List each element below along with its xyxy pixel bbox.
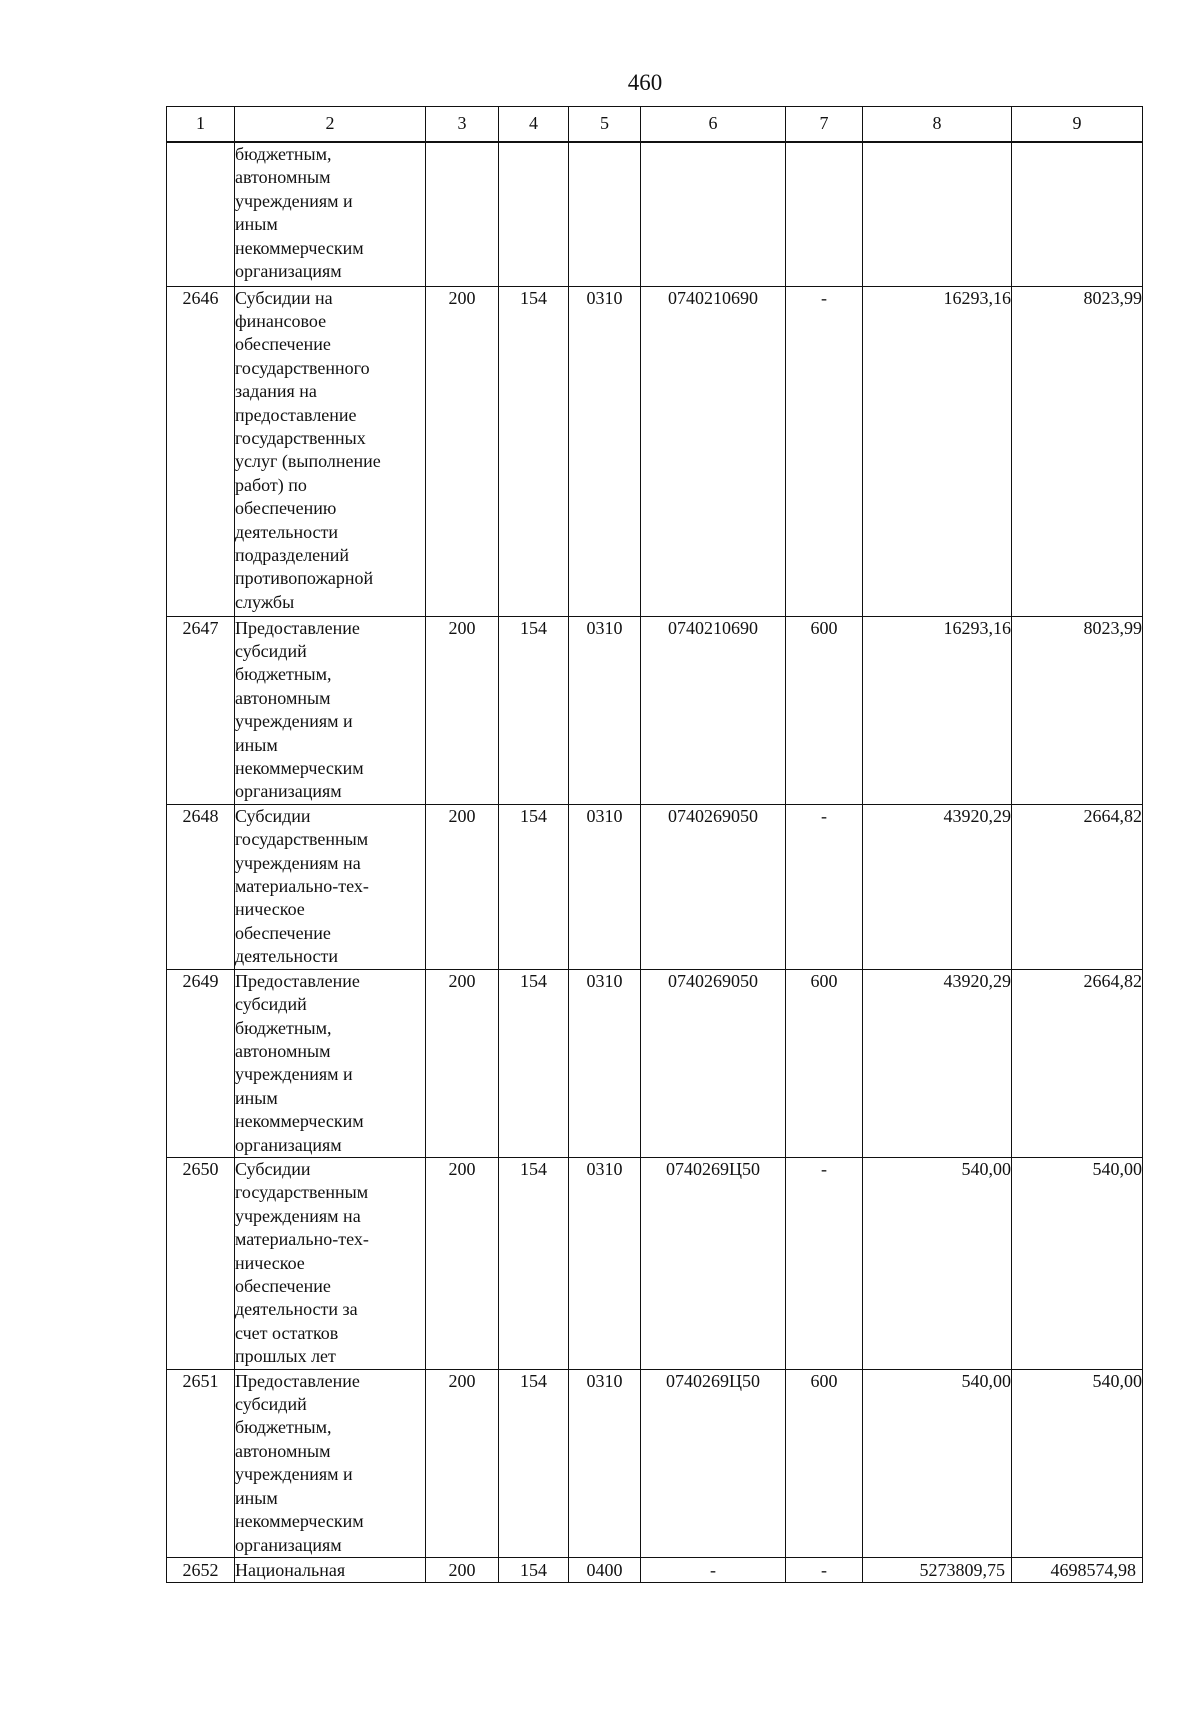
- row-name-cell: Субсидии государственным учреждениям на материально-тех- ническое обеспечение деятельности: [235, 804, 426, 969]
- row-number-cell: [167, 142, 235, 286]
- cell-col8: 43920,29: [863, 969, 1012, 1157]
- cell-col5: 0310: [569, 1369, 641, 1557]
- cell-col8: 43920,29: [863, 804, 1012, 969]
- row-number-cell: 2650: [167, 1158, 235, 1370]
- budget-table: [166, 106, 1143, 1583]
- cell-col3: 200: [426, 1158, 499, 1370]
- cell-col9: 2664,82: [1012, 804, 1143, 969]
- cell-col3: 200: [426, 616, 499, 804]
- cell-col8: 540,00: [863, 1158, 1012, 1370]
- cell-col5: 0400: [569, 1557, 641, 1582]
- table-row: [167, 1369, 1143, 1557]
- cell-col5: 0310: [569, 804, 641, 969]
- table-row: [167, 1557, 1143, 1582]
- column-header: 9: [1012, 107, 1143, 143]
- column-header: 4: [499, 107, 569, 143]
- table-row: [167, 142, 1143, 286]
- row-number-cell: 2649: [167, 969, 235, 1157]
- column-header: 8: [863, 107, 1012, 143]
- cell-col8: 16293,16: [863, 286, 1012, 616]
- cell-col6: 0740269Ц50: [641, 1369, 786, 1557]
- row-number-cell: 2652: [167, 1557, 235, 1582]
- cell-col6: 0740269050: [641, 804, 786, 969]
- cell-col4: 154: [499, 1158, 569, 1370]
- cell-col9: 540,00: [1012, 1369, 1143, 1557]
- cell-col8: [863, 142, 1012, 286]
- cell-col5: 0310: [569, 969, 641, 1157]
- page-number: 460: [627, 70, 663, 95]
- cell-col7: 600: [786, 616, 863, 804]
- column-header: 6: [641, 107, 786, 143]
- column-header: 1: [167, 107, 235, 143]
- cell-col6: 0740210690: [641, 616, 786, 804]
- cell-col9: [1012, 142, 1143, 286]
- cell-col7: -: [786, 804, 863, 969]
- row-number-cell: 2648: [167, 804, 235, 969]
- cell-col7: [786, 142, 863, 286]
- column-header: 2: [235, 107, 426, 143]
- table-row: [167, 969, 1143, 1157]
- cell-col6: -: [641, 1557, 786, 1582]
- table-row: [167, 286, 1143, 616]
- column-header: 5: [569, 107, 641, 143]
- cell-col3: 200: [426, 969, 499, 1157]
- cell-col8: 16293,16: [863, 616, 1012, 804]
- cell-col4: 154: [499, 1369, 569, 1557]
- cell-col7: 600: [786, 1369, 863, 1557]
- cell-col8: 540,00: [863, 1369, 1012, 1557]
- cell-col4: 154: [499, 616, 569, 804]
- cell-col9: 540,00: [1012, 1158, 1143, 1370]
- row-name-cell: Предоставление субсидий бюджетным, автономным учреждениям и иным некоммерческим организациям: [235, 616, 426, 804]
- cell-col5: [569, 142, 641, 286]
- cell-col6: [641, 142, 786, 286]
- row-name-cell: Субсидии на финансовое обеспечение государственного задания на предоставление государственных услуг (выполнение работ) по обеспечению деятельности подразделений противопожарной службы: [235, 286, 426, 616]
- cell-col9: 8023,99: [1012, 616, 1143, 804]
- cell-col6: 0740210690: [641, 286, 786, 616]
- row-name-cell: Субсидии государственным учреждениям на материально-тех- ническое обеспечение деятельности за счет остатков прошлых лет: [235, 1158, 426, 1370]
- cell-col4: 154: [499, 804, 569, 969]
- column-header: 7: [786, 107, 863, 143]
- cell-col4: 154: [499, 1557, 569, 1582]
- header-row: [167, 107, 1143, 143]
- cell-col4: [499, 142, 569, 286]
- cell-col8: 5273809,75: [863, 1557, 1012, 1582]
- row-name-cell: Предоставление субсидий бюджетным, автономным учреждениям и иным некоммерческим организациям: [235, 1369, 426, 1557]
- table-row: [167, 616, 1143, 804]
- cell-col4: 154: [499, 286, 569, 616]
- row-number-cell: 2651: [167, 1369, 235, 1557]
- cell-col9: 4698574,98: [1012, 1557, 1143, 1582]
- cell-col4: 154: [499, 969, 569, 1157]
- cell-col7: -: [786, 1158, 863, 1370]
- column-header: 3: [426, 107, 499, 143]
- cell-col3: 200: [426, 1369, 499, 1557]
- cell-col5: 0310: [569, 616, 641, 804]
- row-number-cell: 2646: [167, 286, 235, 616]
- cell-col5: 0310: [569, 286, 641, 616]
- cell-col3: 200: [426, 804, 499, 969]
- cell-col5: 0310: [569, 1158, 641, 1370]
- cell-col7: -: [786, 286, 863, 616]
- cell-col9: 2664,82: [1012, 969, 1143, 1157]
- cell-col6: 0740269Ц50: [641, 1158, 786, 1370]
- cell-col9: 8023,99: [1012, 286, 1143, 616]
- table-row: [167, 1158, 1143, 1370]
- row-number-cell: 2647: [167, 616, 235, 804]
- table-row: [167, 804, 1143, 969]
- cell-col3: 200: [426, 286, 499, 616]
- cell-col7: -: [786, 1557, 863, 1582]
- cell-col6: 0740269050: [641, 969, 786, 1157]
- cell-col3: 200: [426, 1557, 499, 1582]
- row-name-cell: Предоставление субсидий бюджетным, автономным учреждениям и иным некоммерческим организациям: [235, 969, 426, 1157]
- row-name-cell: бюджетным, автономным учреждениям и иным некоммерческим организациям: [235, 142, 426, 286]
- cell-col7: 600: [786, 969, 863, 1157]
- row-name-cell: Национальная: [235, 1557, 426, 1582]
- cell-col3: [426, 142, 499, 286]
